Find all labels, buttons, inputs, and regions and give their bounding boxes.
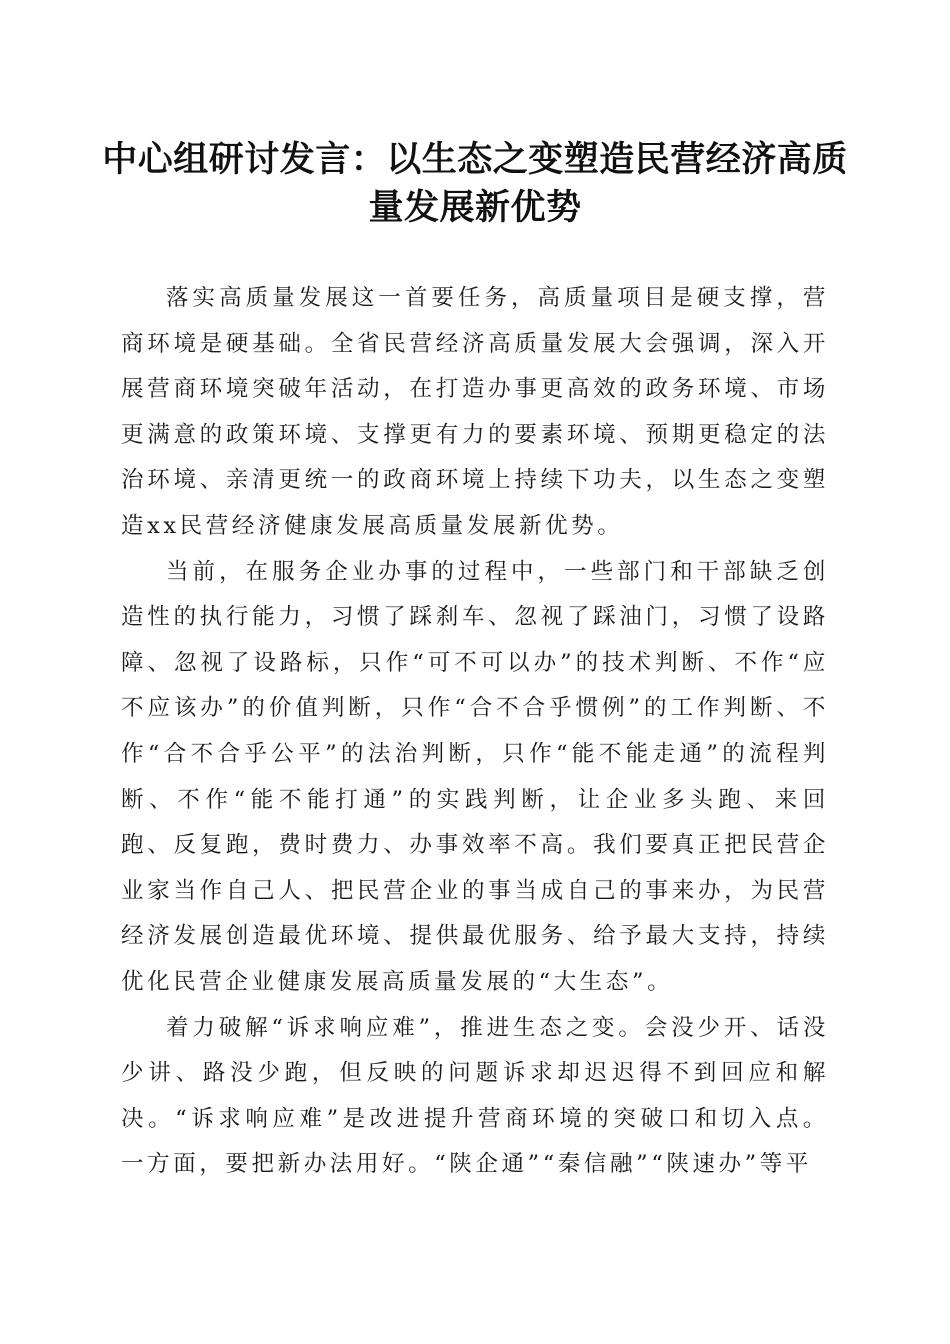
document-title: 中心组研讨发言：以生态之变塑造民营经济高质量发展新优势 — [102, 139, 848, 228]
paragraph: 着力破解“诉求响应难”，推进生态之变。会没少开、话没少讲、路没少跑，但反映的问题诉求却迟迟得不到回应和解决。“诉求响应难”是改进提升营商环境的突破口和切入点。一方面，要把新办法用好。“陕企通”“秦信融”“陕速办”等平 — [121, 1014, 829, 1178]
paragraph: 当前，在服务企业办事的过程中，一些部门和干部缺乏创造性的执行能力，习惯了踩刹车、忽视了踩油门，习惯了设路障、忽视了设路标，只作“可不可以办”的技术判断、不作“应不应该办”的价值判断，只作“合不合乎惯例”的工作判断、不作“合不合乎公平”的法治判断，只作“能不能走通”的流程判断、不作“能不能打通”的实践判断，让企业多头跑、来回跑、反复跑，费时费力、办事效率不高。我们要真正把民营企业家当作自己人、把民营企业的事当成自己的事来办，为民营经济发展创造最优环境、提供最优服务、给予最大支持，持续优化民营企业健康发展高质量发展的“大生态”。 — [121, 558, 829, 995]
paragraph: 落实高质量发展这一首要任务，高质量项目是硬支撑，营商环境是硬基础。全省民营经济高质量发展大会强调，深入开展营商环境突破年活动，在打造办事更高效的政务环境、市场更满意的政策环境、支撑更有力的要素环境、预期更稳定的法治环境、亲清更统一的政商环境上持续下功夫，以生态之变塑造xx民营经济健康发展高质量发展新优势。 — [121, 285, 829, 539]
document-body — [121, 276, 829, 1188]
